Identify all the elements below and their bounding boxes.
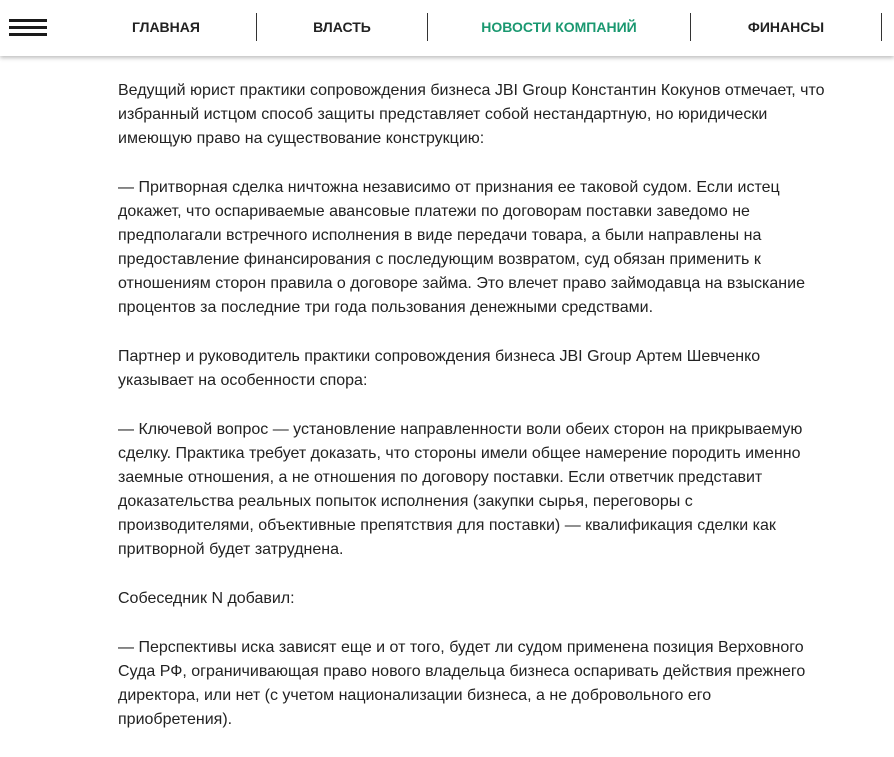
article-paragraph: — Притворная сделка ничтожна независимо от признания ее таковой судом. Если истец докажет, что оспариваемые авансовые платежи по договорам поставки заведомо не предполагали встречного исполнения в виде передачи товара, а были направлены на предоставление финансирования с последующим возвратом, суд обязан применить к отношениям сторон правила о договоре займа. Это влечет право займодавца на взыскание процентов за последние три года пользования денежными средствами. [118, 179, 805, 316]
nav-divider [881, 13, 882, 41]
nav-item-power[interactable]: ВЛАСТЬ [313, 19, 371, 35]
nav-item-main[interactable]: ГЛАВНАЯ [132, 19, 200, 35]
article-paragraph: — Перспективы иска зависят еще и от того, будет ли судом применена позиция Верховного Суда РФ, ограничивающая право нового владельца бизнеса оспаривать действия прежнего директора, или нет (с учетом национализации бизнеса, а не добровольного его приобретения). [118, 639, 806, 728]
article-paragraph: Собеседник N добавил: [118, 590, 295, 607]
article-paragraph: Партнер и руководитель практики сопровождения бизнеса JBI Group Артем Шевченко указывает на особенности спора: [118, 348, 761, 389]
hamburger-menu-icon[interactable] [9, 19, 47, 37]
top-navigation-bar [0, 0, 894, 56]
hamburger-line [9, 19, 47, 22]
nav-item-company-news[interactable]: НОВОСТИ КОМПАНИЙ [481, 19, 637, 35]
article-paragraph: — Ключевой вопрос — установление направленности воли обеих сторон на прикрываемую сделку. Практика требует доказать, что стороны имели общее намерение породить именно заемные отношения, а не отношения по договору поставки. Если ответчик представит доказательства реальных попыток исполнения (закупки сырья, переговоры с производителями, объективные препятствия для поставки) — квалификация сделки как притворной будет затруднена. [118, 421, 803, 558]
hamburger-line [9, 26, 47, 29]
article-paragraph: Ведущий юрист практики сопровождения бизнеса JBI Group Константин Кокунов отмечает, что избранный истцом способ защиты представляет собой нестандартную, но юридически имеющую право на существование конструкцию: [118, 82, 825, 147]
hamburger-line [9, 33, 47, 36]
article-body [118, 79, 828, 757]
nav-item-finance[interactable]: ФИНАНСЫ [747, 19, 825, 35]
main-nav [76, 13, 882, 41]
